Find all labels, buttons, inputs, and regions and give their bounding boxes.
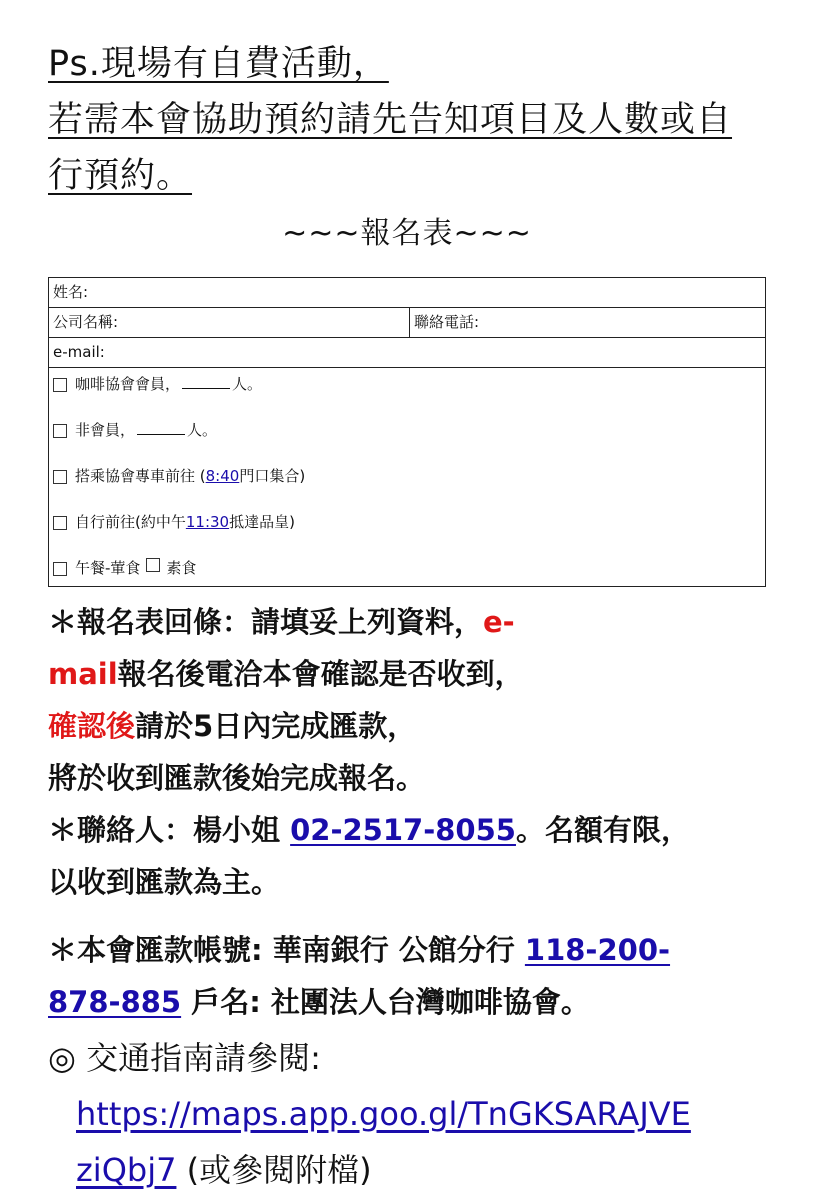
option-member[interactable]: 咖啡協會會員， 人。 bbox=[53, 370, 761, 416]
form-title: ~~~報名表~~~ bbox=[282, 216, 532, 251]
ps-note bbox=[48, 36, 788, 204]
option-nonmember[interactable]: 非會員， 人。 bbox=[53, 416, 761, 462]
nonmember-count-blank[interactable] bbox=[137, 420, 185, 435]
member-count-blank[interactable] bbox=[182, 374, 230, 389]
name-field[interactable] bbox=[49, 278, 766, 308]
bus-time-link[interactable]: 8:40 bbox=[205, 467, 240, 485]
notes-section: ＊報名表回條：請填妥上列資料，e- mail報名後電洽本會確認是否收到， 確認後請於5日內完成匯款， 將於收到匯款後始完成報名。 ＊聯絡人：楊小姐 02-2517-8055。名額有限， 以收到匯款為主。 ＊本會匯款帳號: 華南銀行 公館分行 118-200- 878-885 戶名: 社團法人台灣咖啡協會。 bbox=[48, 605, 690, 1019]
transport-guide bbox=[48, 1030, 788, 1198]
email-label: e-mail: bbox=[53, 343, 105, 361]
map-link[interactable]: https://maps.app.goo.gl/TnGKSARAJVE bbox=[76, 1095, 691, 1133]
account-number-link[interactable]: 118-200- bbox=[524, 933, 671, 967]
checkbox-icon[interactable] bbox=[53, 562, 67, 576]
option-self[interactable]: 自行前往(約中午 11:30 抵達品皇) bbox=[53, 508, 761, 554]
option-bus[interactable]: 搭乘協會專車前往 ( 8:40 門口集合) bbox=[53, 462, 761, 508]
ps-line-3: 行預約。 bbox=[48, 156, 193, 196]
phone-label: 聯絡電話: bbox=[414, 313, 480, 331]
name-label: 姓名: bbox=[53, 283, 89, 301]
checkbox-icon[interactable] bbox=[53, 378, 67, 392]
checkbox-icon[interactable] bbox=[53, 516, 67, 530]
attachment-note: (或參閱附檔) bbox=[176, 1151, 372, 1189]
map-link-cont[interactable]: ziQbj7 bbox=[76, 1151, 177, 1189]
checkbox-icon[interactable] bbox=[53, 424, 67, 438]
company-label: 公司名稱: bbox=[53, 313, 119, 331]
company-field[interactable] bbox=[49, 308, 410, 338]
checkbox-icon[interactable] bbox=[146, 558, 160, 572]
checkbox-icon[interactable] bbox=[53, 470, 67, 484]
registration-form bbox=[48, 277, 766, 587]
email-field[interactable] bbox=[49, 338, 766, 368]
contact-phone-link[interactable]: 02-2517-8055 bbox=[290, 813, 516, 847]
self-time-link[interactable]: 11:30 bbox=[185, 513, 230, 531]
ps-line-2: 若需本會協助預約請先告知項目及人數或自 bbox=[48, 100, 733, 140]
guide-label: ◎ 交通指南請參閱: bbox=[48, 1039, 321, 1077]
phone-field[interactable] bbox=[410, 308, 766, 338]
options-cell bbox=[49, 368, 766, 587]
account-number-link-cont[interactable]: 878-885 bbox=[48, 985, 182, 1019]
option-lunch[interactable]: 午餐-葷食 素食 bbox=[53, 554, 761, 584]
ps-line-1: Ps.現場有自費活動， bbox=[48, 44, 389, 84]
